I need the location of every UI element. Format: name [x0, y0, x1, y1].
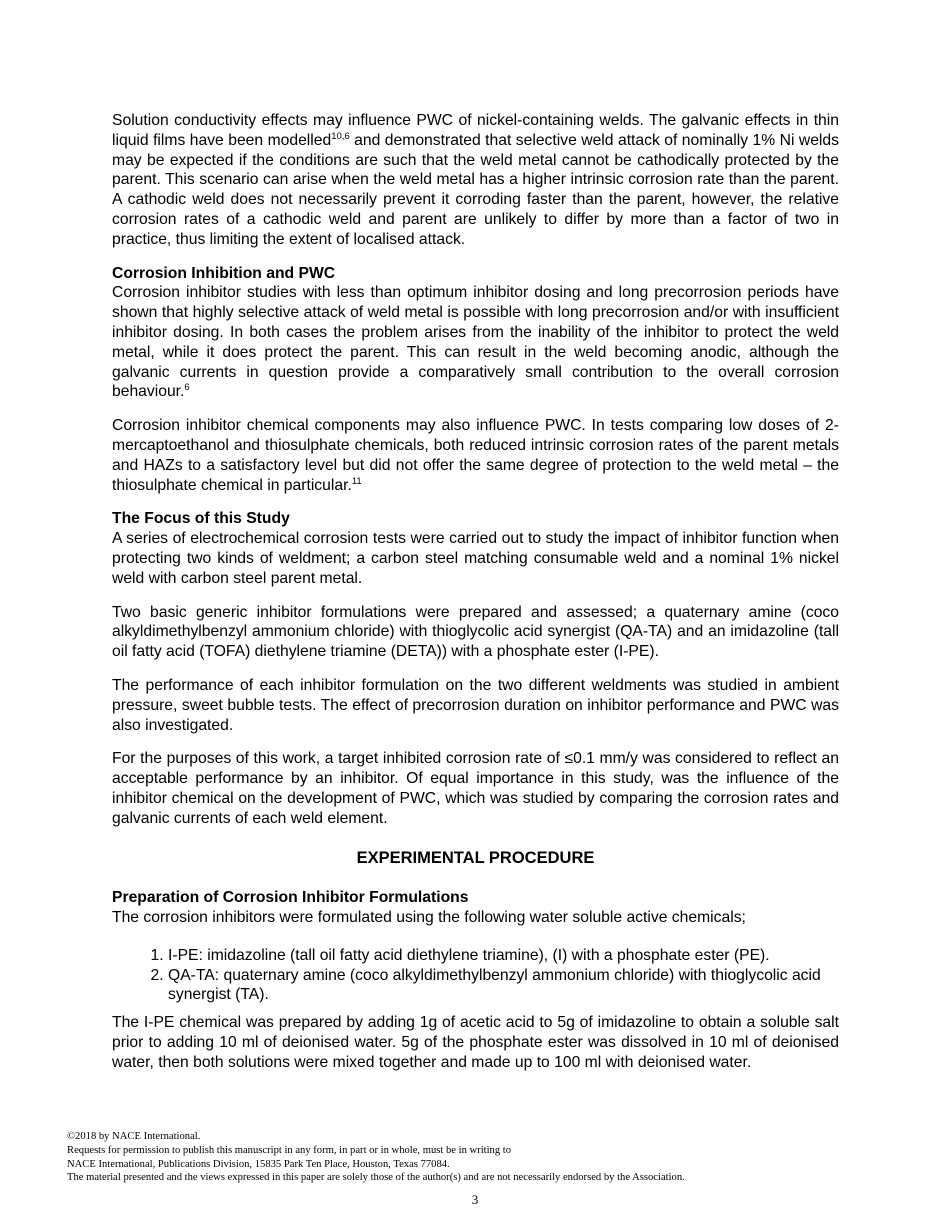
paragraph-focus-3: The performance of each inhibitor formulation on the two different weldments was studied in ambient pressure, sweet bubble tests. The effect of precorrosion duration on inhibitor performance and PWC was also investigated. — [112, 676, 839, 734]
footer-line: NACE International, Publications Division, 15835 Park Ten Place, Houston, Texas 77084. — [67, 1158, 450, 1170]
heading-preparation: Preparation of Corrosion Inhibitor Formulations — [112, 889, 469, 907]
paragraph-inhibition-1: Corrosion inhibitor studies with less than optimum inhibitor dosing and long precorrosion periods have shown that highly selective attack of weld metal is possible with long precorrosion and/or with insufficient inhibitor dosing. In both cases the problem arises from the inability of the inhibitor to protect the weld metal, while it does protect the parent. This can result in the weld becoming anodic, although the galvanic currents in question provide a comparatively small contribution to the overall corrosion behaviour.$^6$ — [112, 284, 839, 401]
list-item: 2. QA-TA: quaternary amine (coco alkyldimethylbenzyl ammonium chloride) with thioglycolic acid synergist (TA). — [168, 966, 839, 1006]
paragraph-prep-body: The I-PE chemical was prepared by adding 1g of acetic acid to 5g of imidazoline to obtain a soluble salt prior to adding 10 ml of deionised water. 5g of the phosphate ester was dissolved in 10 ml of deionised water, then both solutions were mixed together and made up to 100 ml with deionised water. — [112, 1014, 839, 1071]
citation-superscript: 10,6 — [331, 130, 350, 142]
paragraph-focus-1: A series of electrochemical corrosion tests were carried out to study the impact of inhibitor function when protecting two kinds of weldment; a carbon steel matching consumable weld and a nominal 1% nickel weld with carbon steel parent metal. — [112, 530, 839, 587]
heading-corrosion-inhibition: Corrosion Inhibition and PWC — [112, 264, 336, 282]
citation-superscript: 6 — [184, 382, 190, 394]
paragraph-conductivity: Solution conductivity effects may influence PWC of nickel-containing welds. The galvanic effects in thin liquid films have been modelled$^{10,6}$ and demonstrated that selective weld attack of nominally 1% Ni welds may be expected if the conditions are such that the weld metal cannot be cathodically protected by the parent. This scenario can arise when the weld metal has a higher intrinsic corrosion rate than the parent. A cathodic weld does not necessarily prevent it corroding faster than the parent, however, the relative corrosion rates of a cathodic weld and parent are unlikely to differ by more than a factor of two in practice, thus limiting the extent of localised attack. — [112, 112, 839, 248]
paragraph-inhibition-2: Corrosion inhibitor chemical components may also influence PWC. In tests comparing low doses of 2-mercaptoethanol and thiosulphate chemicals, both reduced intrinsic corrosion rates of the parent metals and HAZs to a satisfactory level but did not offer the same degree of protection to the weld metal – the thiosulphate chemical in particular.$^{11}$ — [112, 417, 839, 494]
paragraph-focus-2: Two basic generic inhibitor formulations were prepared and assessed; a quaternary amine (coco alkyldimethylbenzyl ammonium chloride) with thioglycolic acid synergist (QA-TA) and an imidazoline (tall oil fatty acid (TOFA) diethylene triamine (DETA)) with a phosphate ester (I-PE). — [112, 603, 839, 661]
page-number: 3 — [471, 1192, 479, 1207]
paragraph-focus-4: For the purposes of this work, a target inhibited corrosion rate of ≤0.1 mm/y was considered to reflect an acceptable performance by an inhibitor. Of equal importance in this study, was the influence of the inhibitor chemical on the development of PWC, which was studied by comparing the corrosion rates and galvanic currents of each weld element. — [112, 750, 839, 827]
heading-focus-of-study: The Focus of this Study — [112, 510, 290, 528]
footer-line: ©2018 by NACE International. — [67, 1131, 201, 1142]
footer-line: Requests for permission to publish this manuscript in any form, in part or in whole, must be in writing to — [67, 1144, 512, 1156]
formulation-list — [112, 946, 839, 1005]
paragraph-prep-intro: The corrosion inhibitors were formulated using the following water soluble active chemicals; — [112, 909, 746, 927]
copyright-footer — [67, 1130, 887, 1185]
footer-line: The material presented and the views expressed in this paper are solely those of the author(s) and are not necessarily endorsed by the Association. — [67, 1172, 685, 1184]
body-text — [112, 111, 839, 1087]
citation-superscript: 11 — [351, 475, 362, 487]
list-item: 1. I-PE: imidazoline (tall oil fatty acid diethylene triamine), (I) with a phosphate ester (PE). — [168, 946, 839, 966]
section-heading-experimental: EXPERIMENTAL PROCEDURE — [356, 848, 595, 867]
